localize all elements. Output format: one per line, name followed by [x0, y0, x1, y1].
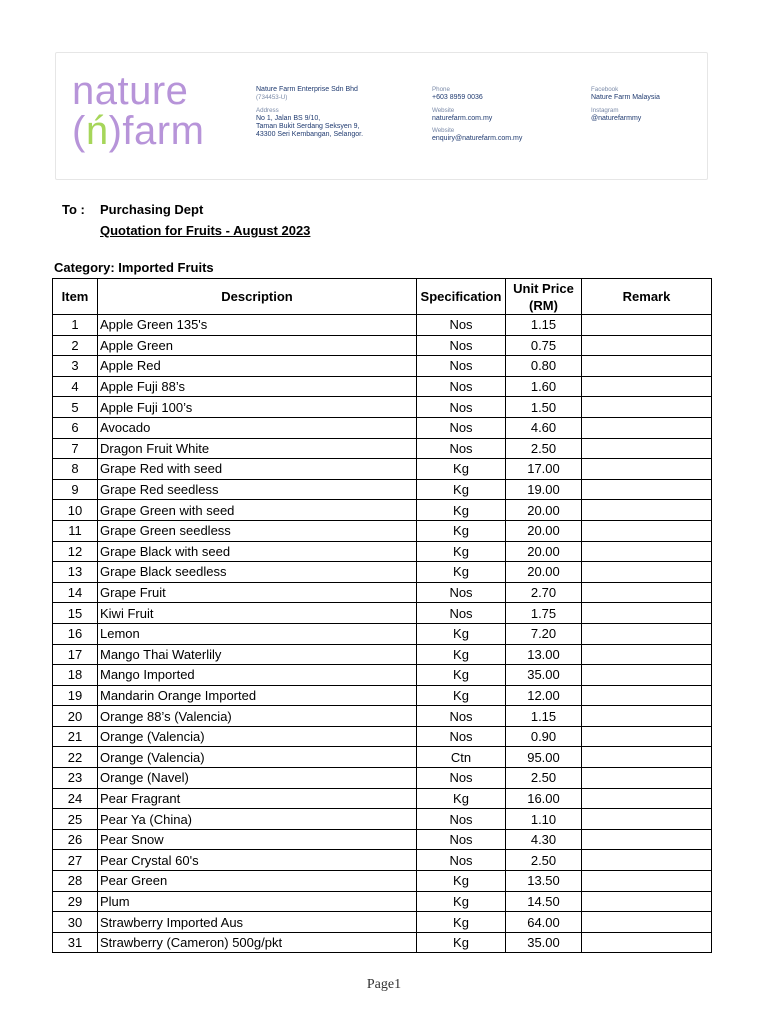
- cell-description: Apple Green: [98, 335, 417, 356]
- table-row: [53, 417, 712, 438]
- cell-item: 19: [53, 685, 98, 706]
- cell-specification: Nos: [417, 726, 506, 747]
- cell-item: 15: [53, 603, 98, 624]
- email-address[interactable]: enquiry@naturefarm.com.my: [432, 135, 523, 143]
- cell-remark: [582, 665, 712, 686]
- cell-remark: [582, 768, 712, 789]
- cell-description: Pear Crystal 60's: [98, 850, 417, 871]
- cell-item: 16: [53, 623, 98, 644]
- cell-description: Grape Green with seed: [98, 500, 417, 521]
- cell-item: 13: [53, 562, 98, 583]
- header-description: Description: [98, 279, 417, 315]
- website-label: Website: [432, 106, 455, 114]
- header-unit-price: Unit Price (RM): [506, 279, 582, 315]
- cell-remark: [582, 541, 712, 562]
- cell-unit-price: 1.15: [506, 315, 582, 336]
- table-row: [53, 644, 712, 665]
- cell-specification: Nos: [417, 315, 506, 336]
- company-info: [256, 86, 363, 140]
- address-line-3: 43300 Seri Kembangan, Selangor.: [256, 131, 364, 139]
- cell-remark: [582, 623, 712, 644]
- cell-specification: Kg: [417, 891, 506, 912]
- cell-item: 14: [53, 582, 98, 603]
- cell-remark: [582, 706, 712, 727]
- cell-unit-price: 35.00: [506, 665, 582, 686]
- recipient: Purchasing Dept: [100, 202, 204, 217]
- cell-description: Grape Black with seed: [98, 541, 417, 562]
- table-row: [53, 768, 712, 789]
- cell-item: 11: [53, 520, 98, 541]
- cell-item: 22: [53, 747, 98, 768]
- cell-unit-price: 12.00: [506, 685, 582, 706]
- cell-remark: [582, 891, 712, 912]
- address-line-2: Taman Bukit Serdang Seksyen 9,: [256, 123, 360, 131]
- website-url[interactable]: naturefarm.com.my: [432, 114, 493, 122]
- cell-remark: [582, 871, 712, 892]
- cell-specification: Kg: [417, 932, 506, 953]
- nature-farm-logo: [72, 71, 204, 151]
- table-row: [53, 685, 712, 706]
- table-row: [53, 541, 712, 562]
- table-header-row: [53, 279, 712, 315]
- cell-item: 8: [53, 459, 98, 480]
- table-row: [53, 500, 712, 521]
- table-row: [53, 623, 712, 644]
- cell-description: Grape Red with seed: [98, 459, 417, 480]
- cell-remark: [582, 500, 712, 521]
- logo-paren-close: ): [108, 109, 123, 153]
- cell-remark: [582, 809, 712, 830]
- cell-unit-price: 2.50: [506, 438, 582, 459]
- company-reg: (734453-U): [256, 94, 288, 102]
- cell-unit-price: 1.75: [506, 603, 582, 624]
- cell-item: 3: [53, 356, 98, 377]
- cell-specification: Kg: [417, 520, 506, 541]
- cell-description: Strawberry (Cameron) 500g/pkt: [98, 932, 417, 953]
- cell-description: Orange (Valencia): [98, 747, 417, 768]
- cell-description: Kiwi Fruit: [98, 603, 417, 624]
- cell-specification: Nos: [417, 829, 506, 850]
- cell-specification: Nos: [417, 582, 506, 603]
- cell-unit-price: 1.60: [506, 376, 582, 397]
- cell-description: Mango Imported: [98, 665, 417, 686]
- cell-description: Apple Green 135's: [98, 315, 417, 336]
- cell-unit-price: 7.20: [506, 623, 582, 644]
- table-row: [53, 850, 712, 871]
- table-row: [53, 726, 712, 747]
- cell-unit-price: 0.90: [506, 726, 582, 747]
- cell-description: Grape Black seedless: [98, 562, 417, 583]
- cell-item: 17: [53, 644, 98, 665]
- cell-unit-price: 20.00: [506, 500, 582, 521]
- quotation-table: [52, 278, 712, 953]
- cell-specification: Kg: [417, 912, 506, 933]
- cell-remark: [582, 417, 712, 438]
- cell-specification: Kg: [417, 644, 506, 665]
- cell-description: Pear Ya (China): [98, 809, 417, 830]
- table-row: [53, 397, 712, 418]
- cell-specification: Nos: [417, 706, 506, 727]
- table-row: [53, 335, 712, 356]
- cell-specification: Kg: [417, 685, 506, 706]
- cell-remark: [582, 788, 712, 809]
- cell-description: Apple Fuji 100’s: [98, 397, 417, 418]
- cell-item: 24: [53, 788, 98, 809]
- cell-unit-price: 35.00: [506, 932, 582, 953]
- cell-description: Pear Fragrant: [98, 788, 417, 809]
- cell-remark: [582, 479, 712, 500]
- cell-item: 30: [53, 912, 98, 933]
- table-row: [53, 706, 712, 727]
- cell-specification: Nos: [417, 397, 506, 418]
- cell-remark: [582, 376, 712, 397]
- cell-unit-price: 19.00: [506, 479, 582, 500]
- cell-specification: Kg: [417, 788, 506, 809]
- facebook-handle[interactable]: Nature Farm Malaysia: [591, 94, 660, 102]
- cell-item: 2: [53, 335, 98, 356]
- cell-description: Orange (Navel): [98, 768, 417, 789]
- cell-item: 21: [53, 726, 98, 747]
- cell-unit-price: 2.50: [506, 850, 582, 871]
- cell-unit-price: 14.50: [506, 891, 582, 912]
- instagram-label: Instagram: [591, 106, 619, 114]
- cell-unit-price: 1.10: [506, 809, 582, 830]
- cell-unit-price: 0.80: [506, 356, 582, 377]
- cell-specification: Nos: [417, 603, 506, 624]
- logo-leaf-n: ń: [85, 109, 109, 153]
- logo-paren-open: (: [72, 109, 86, 153]
- cell-item: 1: [53, 315, 98, 336]
- cell-remark: [582, 459, 712, 480]
- cell-item: 4: [53, 376, 98, 397]
- cell-description: Apple Fuji 88’s: [98, 376, 417, 397]
- cell-remark: [582, 829, 712, 850]
- table-row: [53, 459, 712, 480]
- header-specification: Specification: [417, 279, 506, 315]
- address-line-1: No 1, Jalan BS 9/10,: [256, 114, 321, 122]
- cell-specification: Kg: [417, 459, 506, 480]
- cell-remark: [582, 562, 712, 583]
- to-label: To :: [62, 202, 85, 217]
- cell-description: Lemon: [98, 623, 417, 644]
- cell-item: 28: [53, 871, 98, 892]
- cell-remark: [582, 520, 712, 541]
- table-row: [53, 871, 712, 892]
- contact-info: [432, 86, 522, 144]
- cell-specification: Kg: [417, 623, 506, 644]
- cell-description: Grape Red seedless: [98, 479, 417, 500]
- cell-description: Apple Red: [98, 356, 417, 377]
- cell-specification: Kg: [417, 562, 506, 583]
- cell-item: 12: [53, 541, 98, 562]
- cell-specification: Nos: [417, 417, 506, 438]
- logo-farm-word: farm: [122, 109, 205, 153]
- cell-specification: Ctn: [417, 747, 506, 768]
- cell-remark: [582, 356, 712, 377]
- cell-unit-price: 20.00: [506, 541, 582, 562]
- cell-description: Plum: [98, 891, 417, 912]
- cell-remark: [582, 932, 712, 953]
- cell-specification: Nos: [417, 809, 506, 830]
- table-row: [53, 829, 712, 850]
- category-heading: Category: Imported Fruits: [54, 260, 214, 275]
- cell-description: Grape Green seedless: [98, 520, 417, 541]
- cell-specification: Nos: [417, 850, 506, 871]
- cell-description: Strawberry Imported Aus: [98, 912, 417, 933]
- cell-description: Dragon Fruit White: [98, 438, 417, 459]
- cell-unit-price: 13.00: [506, 644, 582, 665]
- table-row: [53, 891, 712, 912]
- cell-item: 31: [53, 932, 98, 953]
- header-item: Item: [53, 279, 98, 315]
- social-info: [591, 86, 660, 123]
- table-row: [53, 562, 712, 583]
- page-number: Page1: [366, 977, 402, 992]
- table-row: [53, 356, 712, 377]
- cell-specification: Nos: [417, 438, 506, 459]
- cell-item: 27: [53, 850, 98, 871]
- table-row: [53, 788, 712, 809]
- cell-specification: Kg: [417, 541, 506, 562]
- cell-specification: Nos: [417, 356, 506, 377]
- cell-item: 25: [53, 809, 98, 830]
- cell-unit-price: 17.00: [506, 459, 582, 480]
- cell-unit-price: 1.15: [506, 706, 582, 727]
- cell-remark: [582, 438, 712, 459]
- cell-unit-price: 64.00: [506, 912, 582, 933]
- cell-specification: Nos: [417, 768, 506, 789]
- cell-remark: [582, 582, 712, 603]
- table-row: [53, 932, 712, 953]
- cell-item: 7: [53, 438, 98, 459]
- cell-remark: [582, 850, 712, 871]
- table-row: [53, 809, 712, 830]
- letterhead: [55, 52, 708, 180]
- cell-description: Grape Fruit: [98, 582, 417, 603]
- cell-item: 6: [53, 417, 98, 438]
- table-row: [53, 315, 712, 336]
- cell-unit-price: 4.30: [506, 829, 582, 850]
- cell-item: 9: [53, 479, 98, 500]
- cell-unit-price: 13.50: [506, 871, 582, 892]
- header-remark: Remark: [582, 279, 712, 315]
- logo-line-farm: [72, 111, 204, 151]
- table-row: [53, 582, 712, 603]
- cell-item: 5: [53, 397, 98, 418]
- cell-item: 20: [53, 706, 98, 727]
- cell-description: Avocado: [98, 417, 417, 438]
- table-row: [53, 479, 712, 500]
- cell-remark: [582, 603, 712, 624]
- cell-remark: [582, 315, 712, 336]
- table-row: [53, 376, 712, 397]
- cell-remark: [582, 335, 712, 356]
- facebook-label: Facebook: [591, 86, 619, 93]
- table-body: [53, 315, 712, 953]
- cell-description: Mango Thai Waterlily: [98, 644, 417, 665]
- cell-unit-price: 0.75: [506, 335, 582, 356]
- cell-remark: [582, 397, 712, 418]
- cell-specification: Kg: [417, 479, 506, 500]
- cell-specification: Kg: [417, 871, 506, 892]
- table-row: [53, 665, 712, 686]
- cell-remark: [582, 747, 712, 768]
- cell-item: 29: [53, 891, 98, 912]
- cell-unit-price: 20.00: [506, 520, 582, 541]
- cell-specification: Kg: [417, 665, 506, 686]
- cell-unit-price: 20.00: [506, 562, 582, 583]
- cell-remark: [582, 685, 712, 706]
- logo-line-nature: nature: [72, 69, 189, 113]
- phone-label: Phone: [432, 86, 450, 93]
- phone-number: +603 8959 0036: [432, 94, 483, 102]
- cell-specification: Nos: [417, 335, 506, 356]
- cell-unit-price: 16.00: [506, 788, 582, 809]
- cell-unit-price: 2.50: [506, 768, 582, 789]
- cell-description: Pear Green: [98, 871, 417, 892]
- addressee-block: [62, 199, 310, 241]
- table-row: [53, 520, 712, 541]
- cell-description: Pear Snow: [98, 829, 417, 850]
- cell-item: 18: [53, 665, 98, 686]
- cell-item: 10: [53, 500, 98, 521]
- cell-description: Orange (Valencia): [98, 726, 417, 747]
- cell-unit-price: 4.60: [506, 417, 582, 438]
- company-name: Nature Farm Enterprise Sdn Bhd: [256, 86, 358, 93]
- cell-remark: [582, 726, 712, 747]
- cell-item: 23: [53, 768, 98, 789]
- cell-remark: [582, 644, 712, 665]
- address-label: Address: [256, 106, 279, 114]
- cell-remark: [582, 912, 712, 933]
- cell-description: Orange 88’s (Valencia): [98, 706, 417, 727]
- cell-unit-price: 1.50: [506, 397, 582, 418]
- cell-specification: Kg: [417, 500, 506, 521]
- cell-specification: Nos: [417, 376, 506, 397]
- cell-unit-price: 2.70: [506, 582, 582, 603]
- quotation-subject: Quotation for Fruits - August 2023: [100, 223, 311, 238]
- cell-unit-price: 95.00: [506, 747, 582, 768]
- instagram-handle[interactable]: @naturefarmmy: [591, 114, 642, 122]
- table-row: [53, 438, 712, 459]
- email-label: Website: [432, 127, 455, 135]
- table-row: [53, 912, 712, 933]
- table-row: [53, 603, 712, 624]
- cell-item: 26: [53, 829, 98, 850]
- cell-description: Mandarin Orange Imported: [98, 685, 417, 706]
- table-row: [53, 747, 712, 768]
